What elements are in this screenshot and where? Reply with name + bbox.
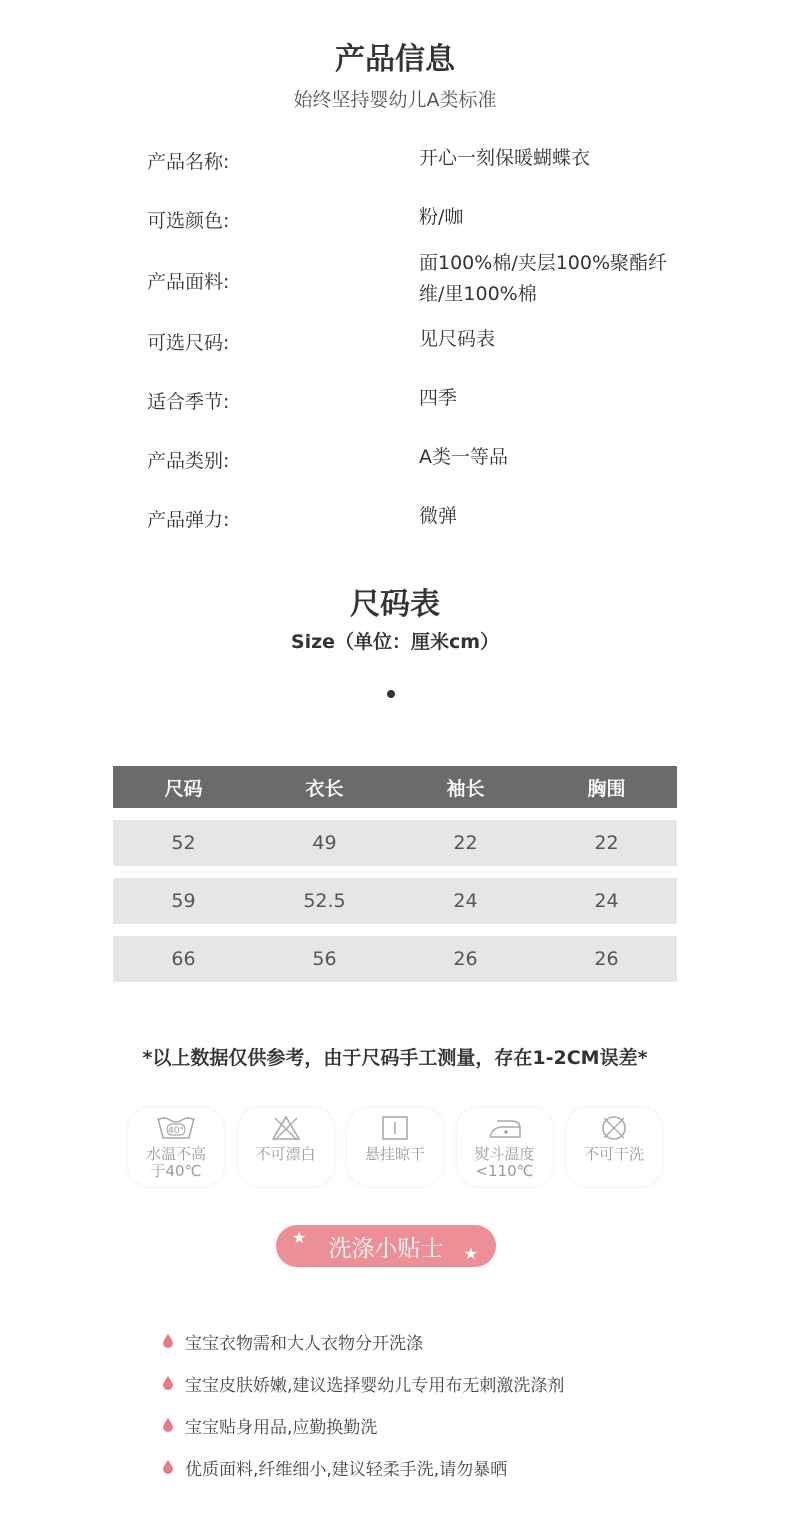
info-subtitle: 始终坚持婴幼儿A类标准 — [293, 89, 497, 111]
care-text: 不可漂白 — [255, 1145, 316, 1163]
drop-icon — [163, 1418, 173, 1432]
header-cell: 尺码 — [164, 777, 203, 800]
list-item — [163, 1362, 723, 1404]
no-bleach-icon — [266, 1114, 306, 1142]
care-card — [238, 1108, 334, 1186]
table-cell: 56 — [312, 948, 337, 970]
care-card — [566, 1108, 662, 1186]
star-icon: ★ — [463, 1244, 478, 1263]
table-cell: 59 — [171, 890, 196, 912]
hang-dry-icon — [375, 1114, 415, 1142]
size-chart-title: 尺码表 — [350, 587, 440, 622]
info-value: 粉/咖 — [419, 206, 464, 228]
iron-icon — [485, 1114, 525, 1142]
washing-tips-list — [163, 1320, 723, 1488]
info-label: 可选颜色: — [147, 210, 230, 232]
no-dry-clean-icon — [594, 1114, 634, 1142]
table-cell: 22 — [453, 832, 478, 854]
info-label: 可选尺码: — [147, 332, 230, 354]
table-cell: 52.5 — [303, 890, 346, 912]
care-card — [457, 1108, 553, 1186]
drop-icon — [163, 1460, 173, 1474]
info-value: 四季 — [419, 387, 458, 409]
info-label: 产品类别: — [147, 450, 230, 472]
info-value: 微弹 — [419, 505, 458, 527]
table-cell: 24 — [594, 890, 619, 912]
care-card — [347, 1108, 443, 1186]
info-value: 开心一刻保暖蝴蝶衣 — [419, 147, 591, 169]
info-label: 产品面料: — [147, 271, 230, 293]
size-table-header — [113, 766, 677, 808]
care-text: 水温不高 于40℃ — [145, 1145, 206, 1180]
table-cell: 24 — [453, 890, 478, 912]
table-row — [113, 878, 677, 924]
star-icon: ★ — [292, 1228, 307, 1247]
table-cell: 66 — [171, 948, 196, 970]
table-cell: 22 — [594, 832, 619, 854]
separator-dot — [387, 690, 395, 698]
svg-text:40°: 40° — [168, 1126, 184, 1136]
care-text: 熨斗温度 <110℃ — [474, 1145, 535, 1180]
measurement-disclaimer: *以上数据仅供参考，由于尺码手工测量，存在1-2CM误差* — [142, 1047, 648, 1069]
drop-icon — [163, 1376, 173, 1390]
tip-text: 宝宝皮肤娇嫩,建议选择婴幼儿专用布无刺激洗涤剂 — [185, 1375, 565, 1396]
list-item — [163, 1446, 723, 1488]
table-row — [113, 820, 677, 866]
table-row — [113, 936, 677, 982]
tip-text: 优质面料,纤维细小,建议轻柔手洗,请勿暴晒 — [185, 1459, 508, 1480]
table-cell: 26 — [594, 948, 619, 970]
care-text: 悬挂晾干 — [364, 1145, 425, 1163]
tip-text: 宝宝衣物需和大人衣物分开洗涤 — [185, 1333, 423, 1354]
washing-tips-badge — [276, 1225, 496, 1267]
header-cell: 衣长 — [305, 777, 344, 800]
wash-40-icon — [156, 1114, 196, 1142]
info-title: 产品信息 — [335, 42, 455, 77]
washing-tips-title: 洗涤小贴士 — [328, 1235, 444, 1262]
info-value: A类一等品 — [419, 446, 508, 468]
size-chart-subtitle: Size（单位：厘米cm） — [290, 631, 500, 653]
care-instructions — [128, 1108, 662, 1186]
info-label: 产品弹力: — [147, 509, 230, 531]
table-cell: 52 — [171, 832, 196, 854]
header-cell: 胸围 — [587, 777, 626, 800]
list-item — [163, 1404, 723, 1446]
info-label: 适合季节: — [147, 391, 230, 413]
care-card — [128, 1108, 224, 1186]
table-cell: 49 — [312, 832, 337, 854]
info-label: 产品名称: — [147, 151, 230, 173]
info-value: 见尺码表 — [419, 328, 496, 350]
drop-icon — [163, 1334, 173, 1348]
header-cell: 袖长 — [446, 777, 485, 800]
table-cell: 26 — [453, 948, 478, 970]
list-item — [163, 1320, 723, 1362]
tip-text: 宝宝贴身用品,应勤换勤洗 — [185, 1417, 378, 1438]
care-text: 不可干洗 — [583, 1145, 644, 1163]
info-value: 面100%棉/夹层100%聚酯纤维/里100%棉 — [419, 252, 668, 305]
